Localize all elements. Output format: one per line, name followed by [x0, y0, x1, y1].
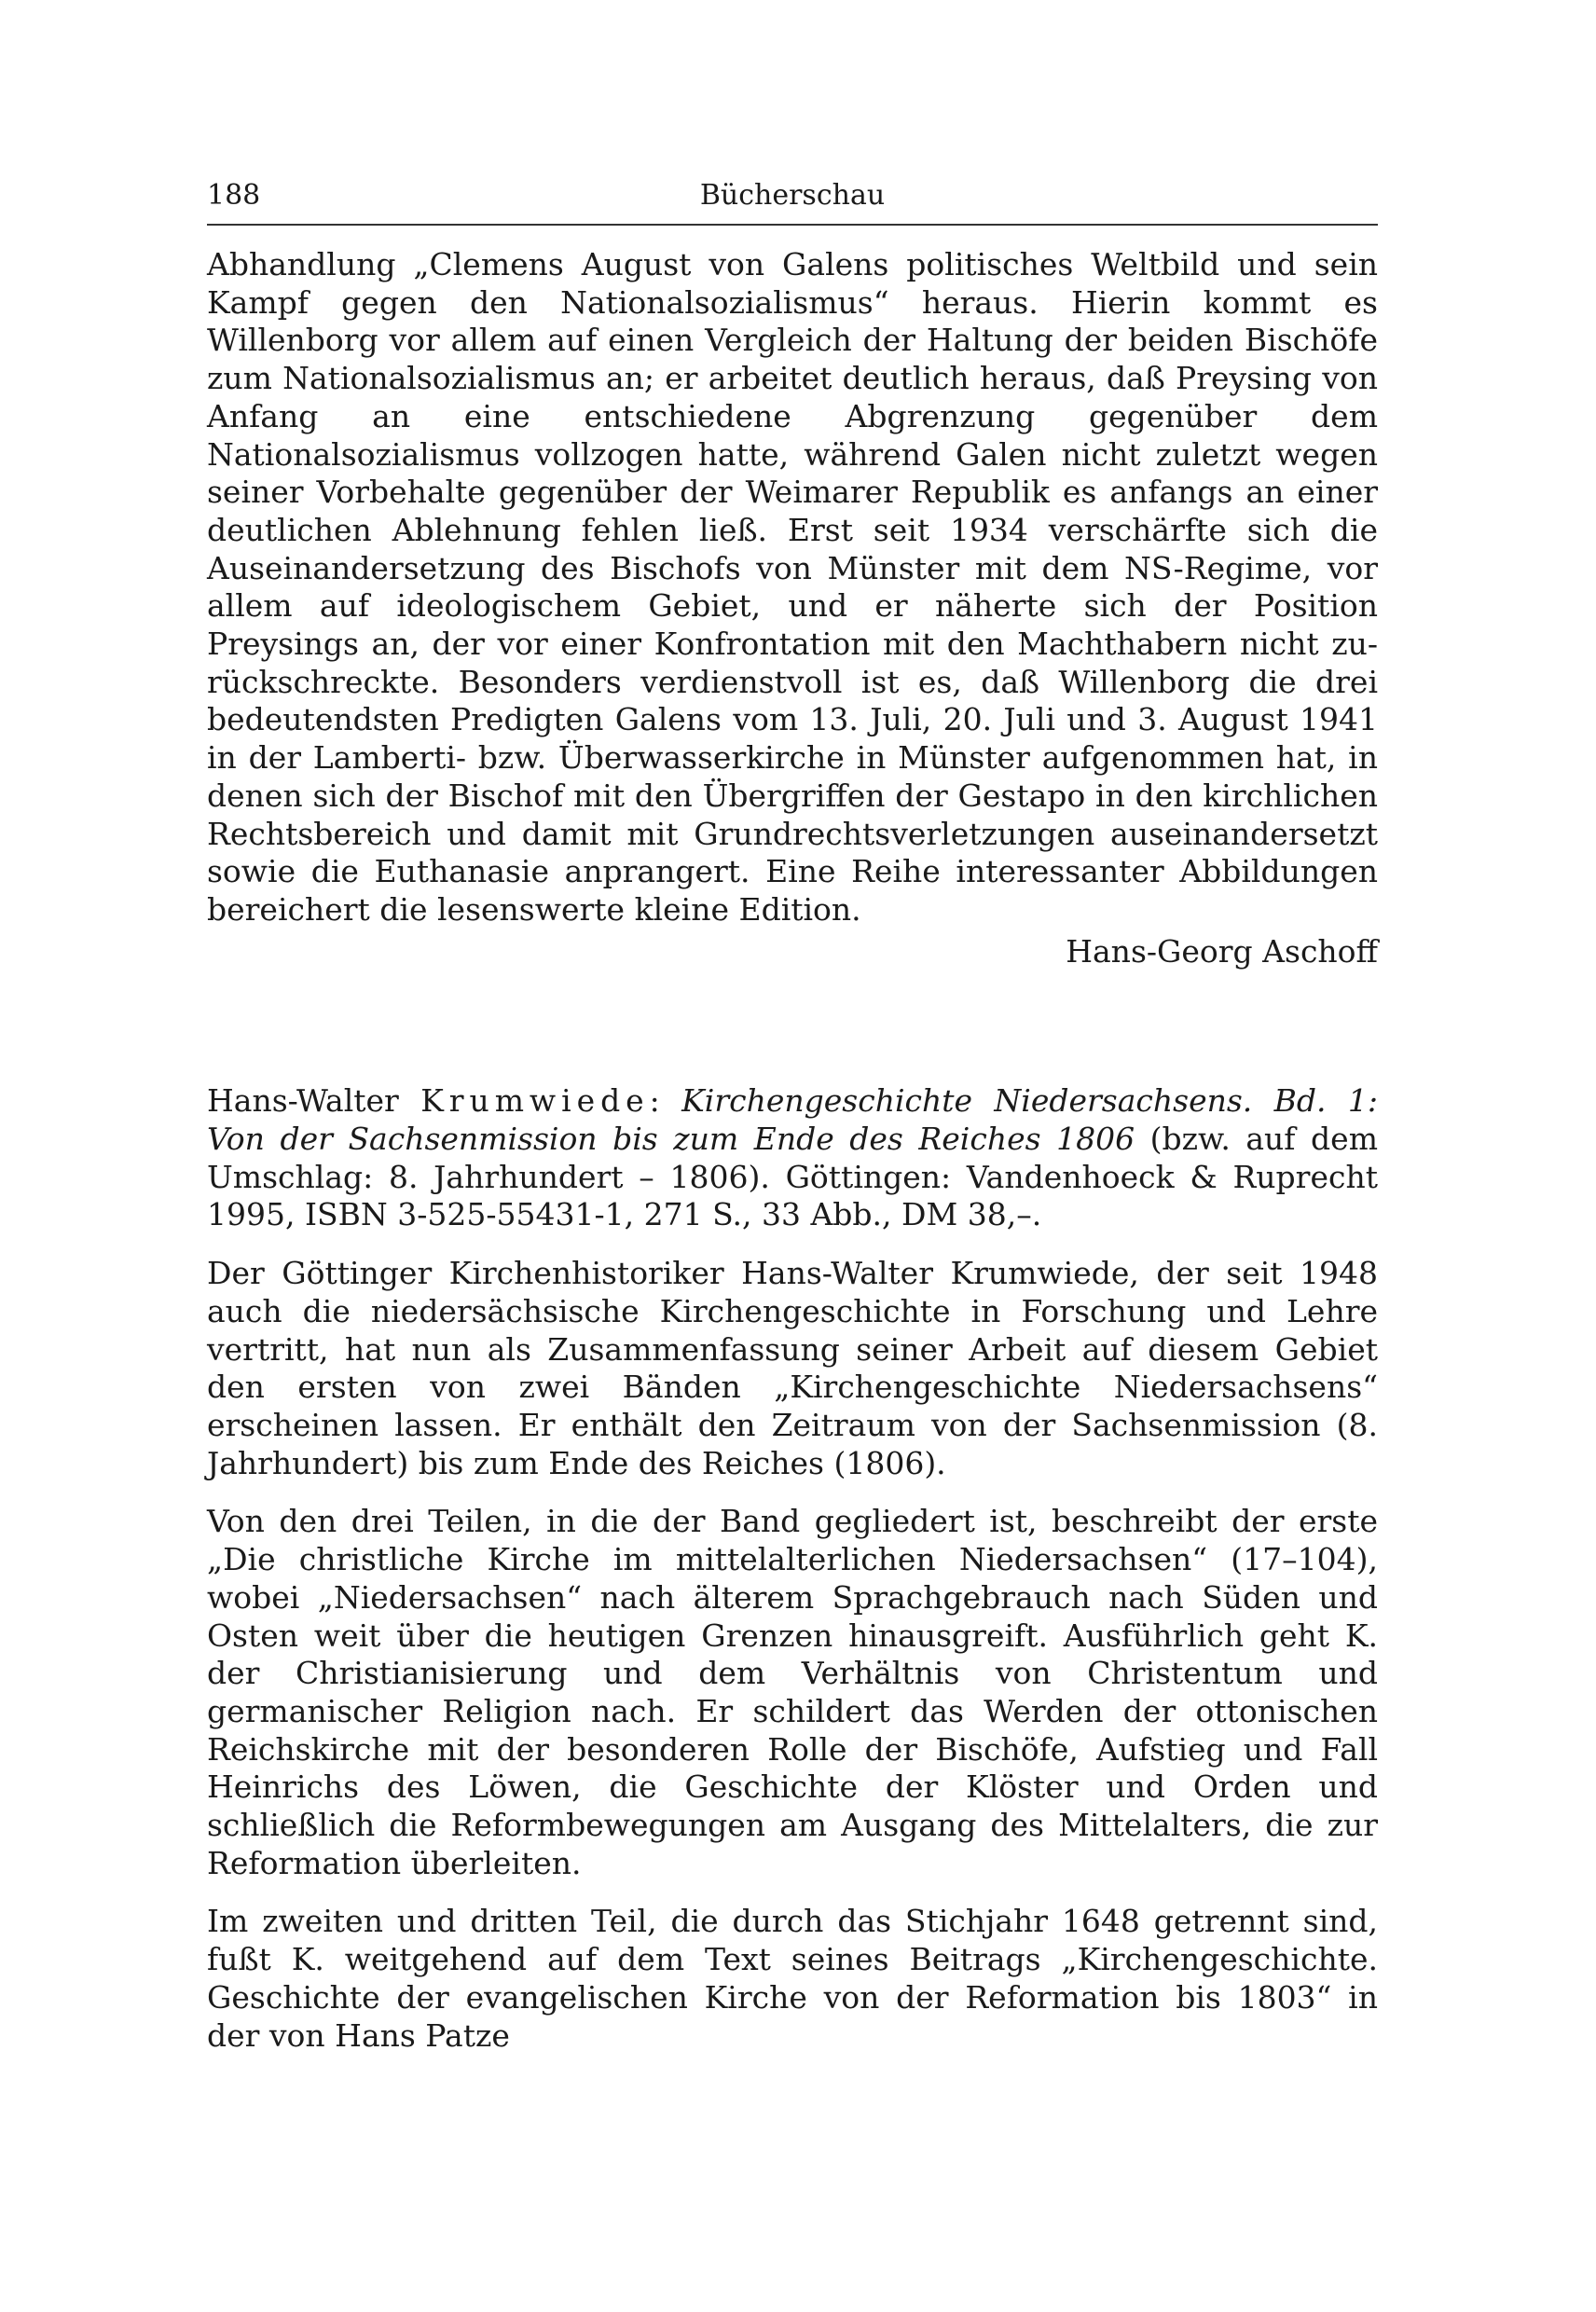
book-title: Kirchengeschichte Niedersachsens. Bd. 1: Von der Sachsenmission bis zum Ende des Reiches 1806 — [207, 1082, 1378, 1158]
reviewer-signature: Hans-Georg Aschoff — [1066, 932, 1378, 970]
section-title: Bücherschau — [699, 179, 886, 212]
review-continuation-paragraph: Abhandlung „Clemens August von Galens politisches Weltbild und sein Kampf gegen den Nationalsozialismus“ heraus. Hierin kommt es Willenborg vor allem auf einen Vergleich der Haltung der beiden Bischöfe zum Nationalsozialismus an; er arbeitet deutlich heraus, daß Preysing von Anfang an eine entschiedene Abgrenzung gegenüber dem Nationalsozialismus vollzogen hatte, während Galen nicht zuletzt wegen seiner Vorbehalte gegenüber der Weimarer Republik es anfangs an einer deutlichen Ablehnung fehlen ließ. Erst seit 1934 verschärfte sich die Auseinandersetzung des Bischofs von Münster mit dem NS-Regime, vor allem auf ideologischem Gebiet, und er näherte sich der Position Preysings an, der vor einer Konfrontation mit den Machthabern nicht zurückschreckte. Besonders verdienstvoll ist es, daß Willenborg die drei bedeutendsten Predigten Galens vom 13. Juli, 20. Juli und 3. August 1941 in der Lamberti- bzw. Überwasserkirche in Münster aufgenommen hat, in denen sich der Bischof mit den Übergriffen der Gestapo in den kirchlichen Rechtsbereich und damit mit Grundrechtsverletzungen auseinandersetzt sowie die Euthanasie anprangert. Eine Reihe interessanter Abbildungen bereichert die lesenswerte kleine Edition. — [207, 246, 1378, 928]
book-review-entry — [207, 1082, 1378, 2055]
page-number: 188 — [207, 179, 261, 212]
running-header — [207, 177, 1378, 226]
review-paragraph: Von den drei Teilen, in die der Band gegliedert ist, beschreibt der erste „Die christliche Kirche im mittelalterlichen Niedersachsen“ (17–104), wobei „Niedersachsen“ nach älterem Sprachgebrauch nach Süden und Osten weit über die heutigen Grenzen hinausgreift. Ausführlich geht K. der Christianisierung und dem Verhältnis von Christentum und germanischer Religion nach. Er schildert das Werden der ottonischen Reichskirche mit der besonderen Rolle der Bischöfe, Aufstieg und Fall Heinrichs des Löwen, die Geschichte der Klöster und Orden und schließlich die Reformbewegungen am Ausgang des Mittelalters, die zur Reformation überleiten. — [207, 1503, 1378, 1881]
author-surname: Krumwiede — [420, 1082, 650, 1120]
document-page — [207, 177, 1378, 2055]
bibliographic-details: (bzw. auf dem Umschlag: 8. Jahrhundert – 1806). Göttingen: Vandenhoeck & Ruprecht 1995, ISBN 3-525-55431-1, 271 S., 33 Abb., DM 38,–. — [207, 1121, 1379, 1233]
bibliographic-heading — [207, 1082, 1378, 1234]
author-first-name: Hans-Walter — [207, 1082, 421, 1120]
review-paragraph: Im zweiten und dritten Teil, die durch das Stichjahr 1648 getrennt sind, fußt K. weitgehend auf dem Text seines Beitrags „Kirchengeschichte. Geschichte der evangelischen Kirche von der Reformation bis 1803“ in der von Hans Patze — [207, 1903, 1378, 2054]
review-paragraph: Der Göttinger Kirchenhistoriker Hans-Walter Krumwiede, der seit 1948 auch die niedersächsische Kirchengeschichte in Forschung und Lehre vertritt, hat nun als Zusammenfassung seiner Arbeit auf diesem Gebiet den ersten von zwei Bänden „Kirchengeschichte Niedersachsens“ erscheinen lassen. Er enthält den Zeitraum von der Sachsenmission (8. Jahrhundert) bis zum Ende des Reiches (1806). — [207, 1255, 1378, 1481]
author-colon: : — [649, 1082, 682, 1120]
